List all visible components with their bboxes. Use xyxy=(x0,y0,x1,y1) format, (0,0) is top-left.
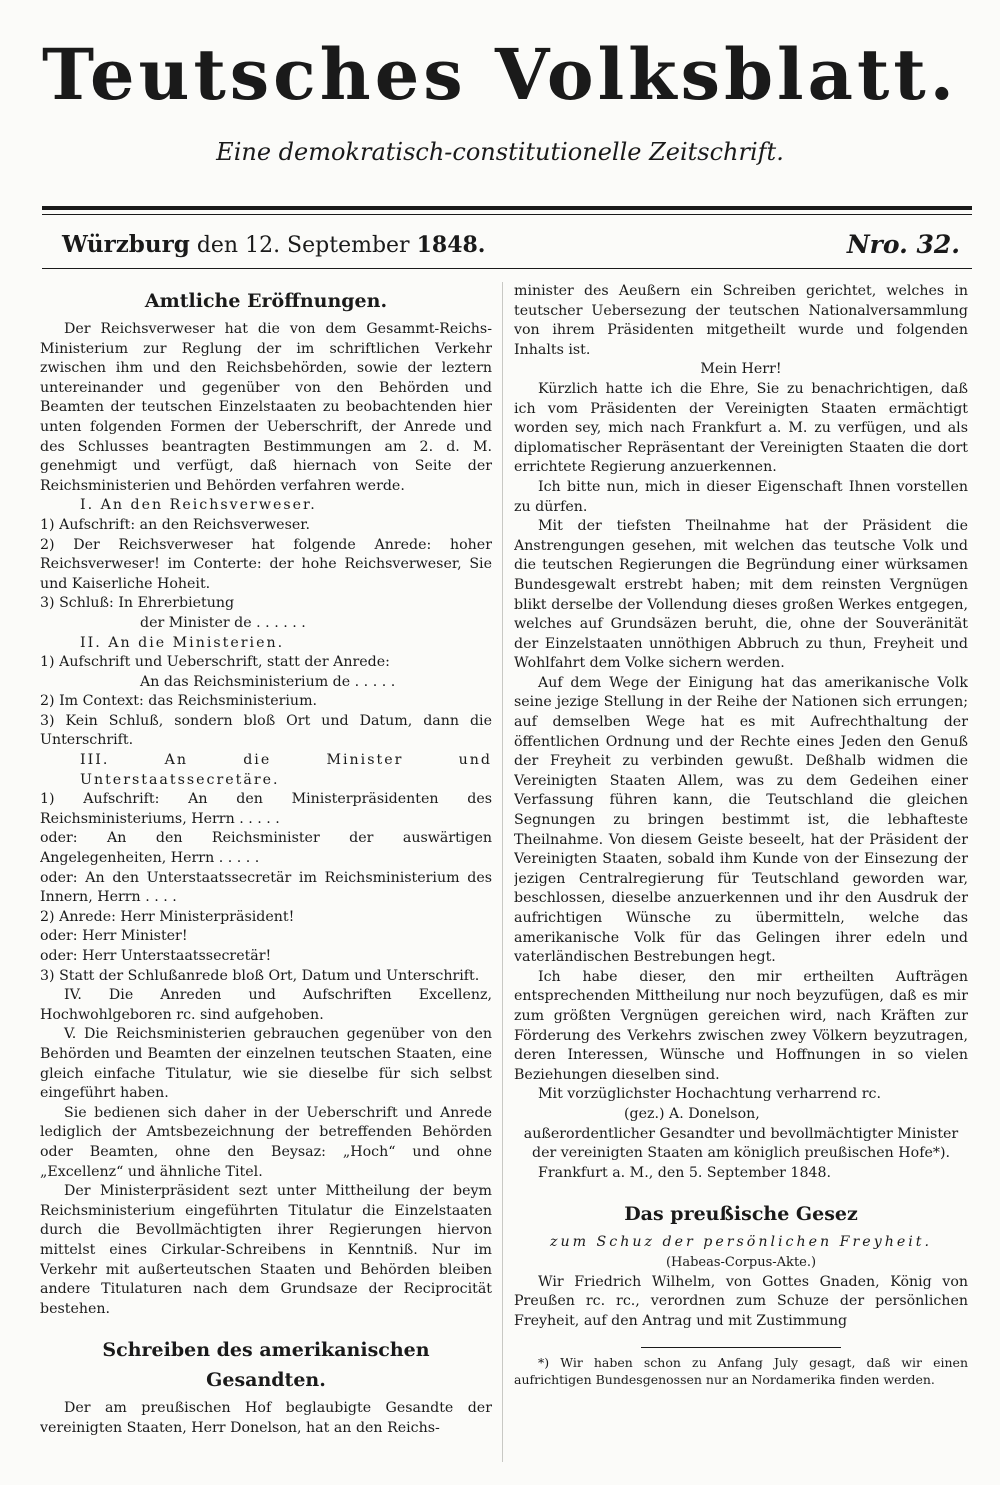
rule-3-1: 1) Aufschrift: An den Ministerpräsidenten des Reichsministeriums, Herrn . . . . . xyxy=(40,791,492,827)
footnote-rule xyxy=(641,1347,841,1348)
heading-official-announcements: Amtliche Eröffnungen. xyxy=(144,290,388,312)
rule-1-3: 3) Schluß: In Ehrerbietung xyxy=(40,595,235,612)
paragraph-law-preamble: Wir Friedrich Wilhelm, von Gottes Gnaden, König von Preußen rc. rc., verordnen zum Schuze der persönlichen Freyheit, auf den Antrag und mit Zustimmung xyxy=(514,1273,968,1329)
paragraph-section-5: V. Die Reichsministerien gebrauchen gegenüber von den Behörden und Beamten der einzelnen teutschen Staaten, eine gleich einfache Titulatur, wie sie dieselbe für sich selbst eingeführt haben. xyxy=(40,1026,492,1102)
rule-1-2: 2) Der Reichsverweser hat folgende Anrede: hoher Reichsverweser! im Conterte: der hohe Reichsverweser, Sie und Kaiserliche Hoheit. xyxy=(40,536,492,592)
rule-3-1-alt-b: oder: An den Unterstaatssecretär im Reichsministerium des Innern, Herrn . . . . xyxy=(40,869,492,906)
rule-2-2: 2) Im Context: das Reichsministerium. xyxy=(40,693,318,710)
subheading-prussian-law: zum Schuz der persönlichen Freyheit. xyxy=(549,1234,932,1251)
rule-1-1: 1) Aufschrift: an den Reichsverweser. xyxy=(40,516,310,533)
heading-prussian-law: Das preußische Gesez xyxy=(624,1203,858,1226)
issue-date: den 12. September xyxy=(196,233,410,258)
issue-number: Nro. 32. xyxy=(846,230,960,259)
header-rule-thin xyxy=(42,214,972,215)
footnote: *) Wir haben schon zu Anfang July gesagt, daß wir einen aufrichtigen Bundesgenossen nur an Nordamerika finden werden. xyxy=(514,1355,968,1388)
dateline-rule xyxy=(42,268,972,269)
spacer xyxy=(514,1183,968,1195)
paragraph-section-4: IV. Die Anreden und Aufschriften Excellenz, Hochwohlgeboren rc. sind aufgehoben. xyxy=(40,987,492,1023)
issue-place: Würzburg xyxy=(62,231,190,258)
issue-year: 1848. xyxy=(416,232,486,258)
column-divider xyxy=(502,282,503,1462)
issue-dateline xyxy=(62,228,960,262)
spacer xyxy=(40,1319,492,1331)
letter-signature: (gez.) A. Donelson, xyxy=(624,1105,760,1122)
masthead-subtitle: Eine demokratisch-constitutionelle Zeitschrift. xyxy=(216,138,784,166)
paragraph-titles: Sie bedienen sich daher in der Ueberschrift und Anrede lediglich der Amtsbezeichnung der betreffenden Behörden oder Beamten, ohne den Beysaz: „Hoch“ und ohne „Excellenz“ und ähnliche Titel. xyxy=(40,1104,492,1180)
section-ministerien: II. An die Ministerien. xyxy=(80,634,285,651)
paragraph-intro: Der Reichsverweser hat die von dem Gesammt-Reichs-Ministerium zur Reglung der im schriftlichen Verkehr zwischen ihm und den Reichsbehörden, sowie der leztern untereinander und gegenüber von den Behörden und Beamten der teutschen Einzelstaaten zu beobachtenden hier unten folgenden Formen der Ueberschrift, der Anrede und des Schlusses beantragten Bestimmungen am 2. d. M. genehmigt und verfügt, daß hiernach von Seite der Reichsministerien und Behörden verfahren werde. xyxy=(40,321,492,494)
letter-signature-title: außerordentlicher Gesandter und bevollmächtigter Minister der vereinigten Staaten am königlich preußischen Hofe*). xyxy=(523,1125,959,1162)
rule-3-1-alt-a: oder: An den Reichsminister der auswärtigen Angelegenheiten, Herrn . . . . . xyxy=(40,830,492,867)
masthead-title: Teutsches Volksblatt. xyxy=(41,33,959,116)
section-minister: III. An die Minister und Unterstaatssecretäre. xyxy=(80,752,492,788)
rule-3-2-alt-b: oder: Herr Unterstaatssecretär! xyxy=(40,948,272,964)
paragraph-letter-2: Ich bitte nun, mich in dieser Eigenschaft Ihnen vorstellen zu dürfen. xyxy=(514,478,968,515)
paragraph-letter-context: minister des Aeußern ein Schreiben gerichtet, welches in teutscher Uebersezung der teutschen Nationalversammlung von ihrem Präsidenten mitgetheilt wurde und folgenden Inhalts ist. xyxy=(514,283,968,358)
rule-2-3: 3) Kein Schluß, sondern bloß Ort und Datum, dann die Unterschrift. xyxy=(40,712,492,749)
paragraph-letter-1: Kürzlich hatte ich die Ehre, Sie zu benachrichtigen, daß ich vom Präsidenten der Vereinigten Staaten ermächtigt worden sey, mich nach Frankfurt a. M. zu verfügen, und als diplomatischer Repräsentant der Vereinigten Staaten die dort errichtete Regierung anzuerkennen. xyxy=(514,380,968,476)
letter-dateline: Frankfurt a. M., den 5. September 1848. xyxy=(538,1164,832,1181)
header-rule-thick xyxy=(42,206,972,210)
rule-2-1-address: An das Reichsministerium de . . . . . xyxy=(140,673,396,690)
rule-2-1: 1) Aufschrift und Ueberschrift, statt der Anrede: xyxy=(40,654,390,671)
left-column xyxy=(40,282,492,1472)
rule-3-3: 3) Statt der Schlußanrede bloß Ort, Datum und Unterschrift. xyxy=(40,967,480,984)
note-habeas-corpus: (Habeas-Corpus-Akte.) xyxy=(665,1254,817,1270)
letter-closing: Mit vorzüglichster Hochachtung verharrend rc. xyxy=(538,1086,881,1103)
paragraph-ministerpraesident: Der Ministerpräsident sezt unter Mittheilung der beym Reichsministerium eingeführten Titulatur die Einzelstaaten durch die Bevollmächtigten ihrer Regierungen hiervon mittelst eines Cirkular-Schreibens in Kenntniß. Nur im Verkehr mit außerteutschen Staaten und Behörden bleiben andere Titulaturen nach dem Grundsaze der Reciprocität bestehen. xyxy=(40,1183,492,1317)
heading-american-envoy: Schreiben des amerikanischen Gesandten. xyxy=(102,1339,430,1392)
paragraph-letter-3: Mit der tiefsten Theilnahme hat der Präsident die Anstrengungen gesehen, mit welchen das teutsche Volk und die teutschen Regierungen die Begründung einer würksamen Bundesgewalt erstrebt haben; mit dem reinsten Vergnügen blikt derselbe der Vollendung dieses großen Werkes entgegen, welches auf Grundsäzen beruht, die, ohne der Souveränität der Einzelstaaten unnöthigen Abbruch zu thun, Freyheit und Wohlfahrt dem Volke sichern werden. xyxy=(514,518,968,672)
right-column xyxy=(514,282,968,1472)
rule-3-2: 2) Anrede: Herr Ministerpräsident! xyxy=(40,908,295,925)
paragraph-letter-5: Ich habe dieser, den mir ertheilten Aufträgen entsprechenden Mittheilung nur noch beyzufügen, daß es mir zum größten Vergnügen gereichen wird, nach Kräften zur Förderung des Verkehrs zwischen zwey Völkern beyzutragen, deren Interessen, Wünsche und Hoffnungen in so vielen Beziehungen dieselben sind. xyxy=(514,968,968,1083)
rule-3-2-alt-a: oder: Herr Minister! xyxy=(40,928,188,945)
section-reichsverweser: I. An den Reichsverweser. xyxy=(80,497,317,514)
rule-1-3-signature: der Minister de . . . . . . xyxy=(140,614,306,631)
paragraph-envoy-intro: Der am preußischen Hof beglaubigte Gesandte der vereinigten Staaten, Herr Donelson, hat an den Reichs- xyxy=(40,1400,492,1436)
letter-greeting: Mein Herr! xyxy=(700,361,782,378)
paragraph-letter-4: Auf dem Wege der Einigung hat das amerikanische Volk seine jezige Stellung in der Reihe der Nationen sich errungen; auf demselben Wege hat es mit Aufrechthaltung der öffentlichen Ordnung und der Rechte eines Jeden den Genuß der Freyheit zu verbinden gewußt. Deßhalb widmen die Vereinigten Staaten Allem, was zu dem Gedeihen einer Verfassung führen kann, die Teutschland die gleichen Segnungen zu bringen bestimmt ist, die lebhafteste Theilnahme. Von diesem Geiste beseelt, hat der Präsident der Vereinigten Staaten, sobald ihm Kunde von der Einsezung der jezigen Centralregierung für Teutschland geworden war, beschlossen, dieselbe anzuerkennen und ihr den Ausdruk der aufrichtigen Wünsche zu übermitteln, welche das amerikanische Volk für das Gelingen ihrer edeln und vaterländischen Bestrebungen hegt. xyxy=(514,674,968,966)
